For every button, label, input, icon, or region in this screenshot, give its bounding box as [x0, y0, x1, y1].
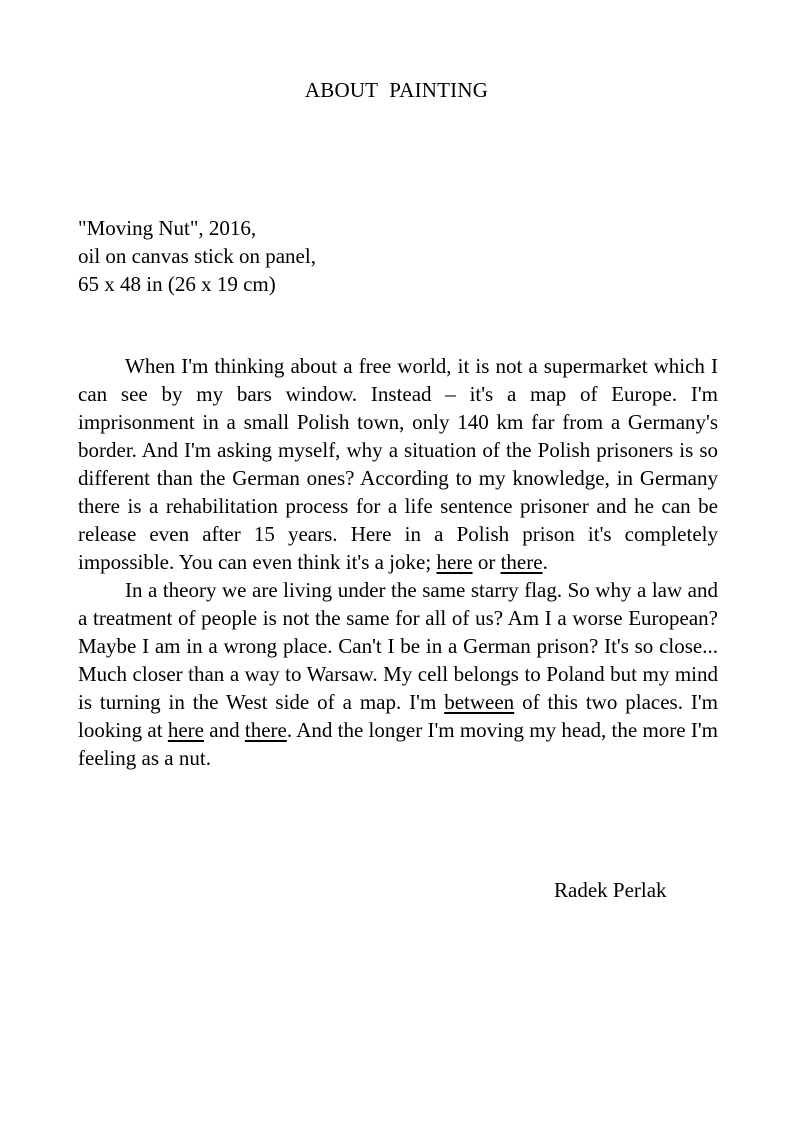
essay-paragraph-2	[78, 576, 718, 772]
underlined-word-here: here	[167, 718, 204, 742]
underlined-word-between: between	[444, 690, 515, 714]
page-title: ABOUT PAINTING	[304, 78, 489, 102]
artwork-title-line: "Moving Nut", 2016,	[78, 216, 257, 240]
paragraph-2-text: In a theory we are living under the same starry flag. So why a law and a treatment of people is not the same for all of us? Am I a worse European? Maybe I am in a wrong place. Can't I be in a German prison? It's so close... Much closer than a way to Warsaw. My cell belongs to Poland but my mind is turning in the West side of a map. I'm	[78, 578, 718, 714]
artwork-size-line: 65 x 48 in (26 x 19 cm)	[78, 272, 276, 296]
paragraph-2-end: . And the longer I'm moving my head, the more I'm feeling as a nut.	[78, 718, 718, 770]
paragraph-2-middle: of this two places. I'm looking at	[78, 690, 719, 742]
paragraph-1-text: When I'm thinking about a free world, it is not a supermarket which I can see by my bars window. Instead – it's a map of Europe. I'm imprisonment in a small Polish town, only 140 km far from a Germany's border. And I'm asking myself, why a situation of the Polish prisoners is so different than the German ones? According to my knowledge, in Germany there is a rehabilitation process for a life sentence prisoner and he can be release even after 15 years. Here in a Polish prison it's completely impossible. You can even think it's a joke;	[78, 354, 718, 574]
essay-body	[78, 352, 718, 772]
author-signature: Radek Perlak	[554, 878, 667, 902]
underlined-word-here: here	[436, 550, 473, 574]
artwork-details	[78, 214, 718, 298]
paragraph-2-connector: and	[204, 718, 245, 742]
underlined-word-there: there	[244, 718, 287, 742]
essay-paragraph-1	[78, 352, 718, 576]
paragraph-1-connector: or	[472, 550, 501, 574]
artwork-medium-line: oil on canvas stick on panel,	[78, 244, 316, 268]
underlined-word-there: there	[500, 550, 543, 574]
paragraph-1-end: .	[542, 550, 548, 574]
